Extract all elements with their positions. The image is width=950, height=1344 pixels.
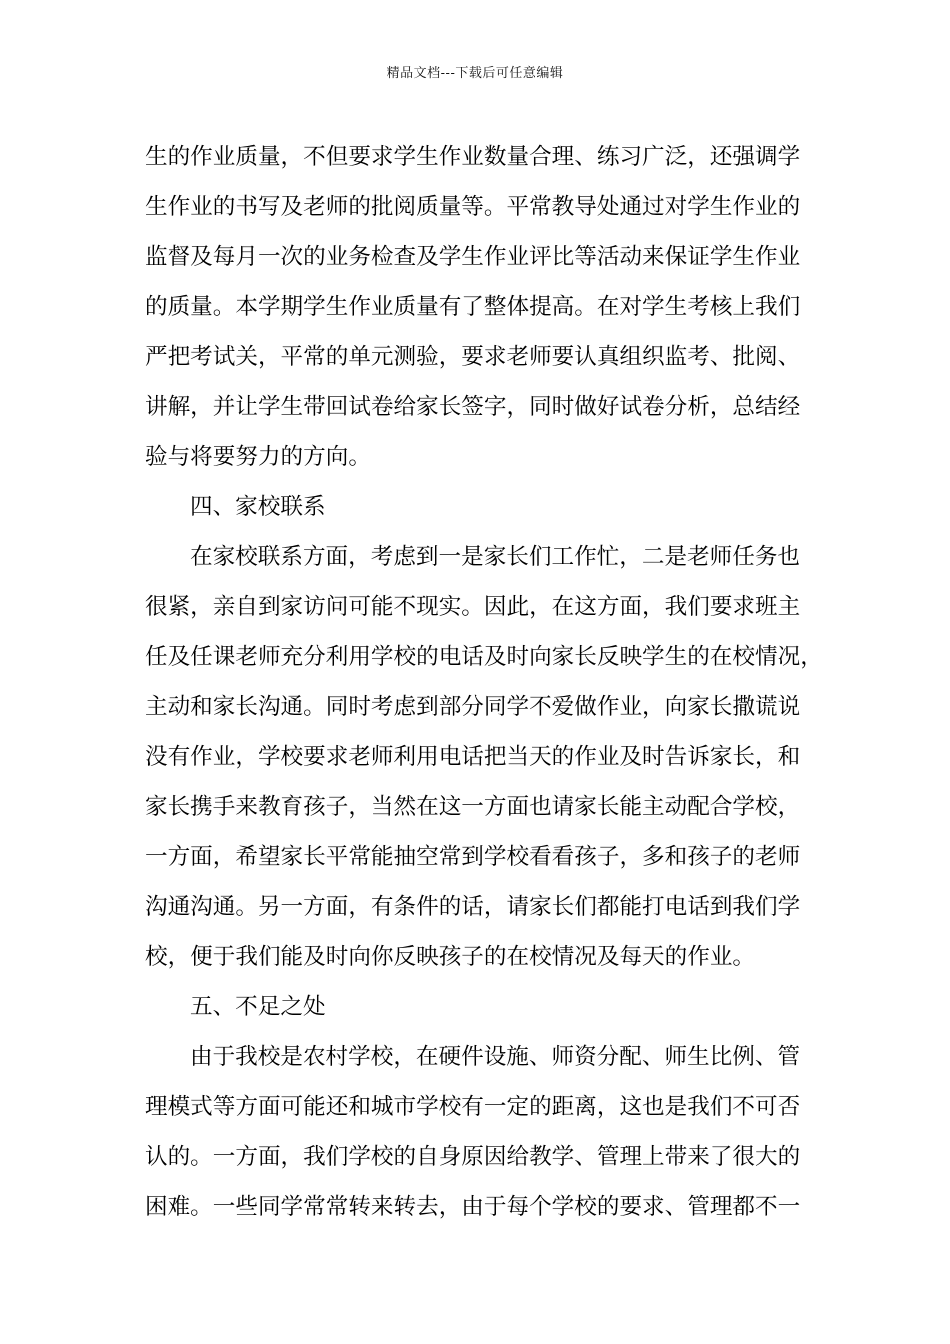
body-line: 由于我校是农村学校，在硬件设施、师资分配、师生比例、管 [190,1044,801,1070]
body-line: 校，便于我们能及时向你反映孩子的在校情况及每天的作业。 [145,944,756,970]
body-line: 严把考试关，平常的单元测验，要求老师要认真组织监考、批阅、 [145,344,801,370]
body-line: 任及任课老师充分利用学校的电话及时向家长反映学生的在校情况， [145,644,823,670]
body-line: 生作业的书写及老师的批阅质量等。平常教导处通过对学生作业的 [145,194,801,220]
body-line: 一方面，希望家长平常能抽空常到学校看看孩子，多和孩子的老师 [145,844,801,870]
body-line: 讲解，并让学生带回试卷给家长签字，同时做好试卷分析，总结经 [145,394,801,420]
body-line: 监督及每月一次的业务检查及学生作业评比等活动来保证学生作业 [145,244,801,270]
body-line: 家长携手来教育孩子，当然在这一方面也请家长能主动配合学校， [145,794,801,820]
section-heading-home-school: 四、家校联系 [190,494,326,520]
body-line: 生的作业质量，不但要求学生作业数量合理、练习广泛，还强调学 [145,144,801,170]
body-line: 的质量。本学期学生作业质量有了整体提高。在对学生考核上我们 [145,294,801,320]
body-line: 理模式等方面可能还和城市学校有一定的距离，这也是我们不可否 [145,1094,801,1120]
document-body [145,132,823,1232]
body-line: 沟通沟通。另一方面，有条件的话，请家长们都能打电话到我们学 [145,894,801,920]
body-line: 没有作业，学校要求老师利用电话把当天的作业及时告诉家长，和 [145,744,801,770]
body-line: 验与将要努力的方向。 [145,444,371,470]
body-line: 认的。一方面，我们学校的自身原因给教学、管理上带来了很大的 [145,1144,801,1170]
section-heading-shortcomings: 五、不足之处 [190,994,326,1020]
body-line: 在家校联系方面，考虑到一是家长们工作忙，二是老师任务也 [190,544,801,570]
body-line: 主动和家长沟通。同时考虑到部分同学不爱做作业，向家长撒谎说 [145,694,801,720]
body-line: 很紧，亲自到家访问可能不现实。因此，在这方面，我们要求班主 [145,594,801,620]
page-header: 精品文档---下载后可任意编辑 [386,66,564,81]
body-line: 困难。一些同学常常转来转去，由于每个学校的要求、管理都不一 [145,1194,801,1220]
